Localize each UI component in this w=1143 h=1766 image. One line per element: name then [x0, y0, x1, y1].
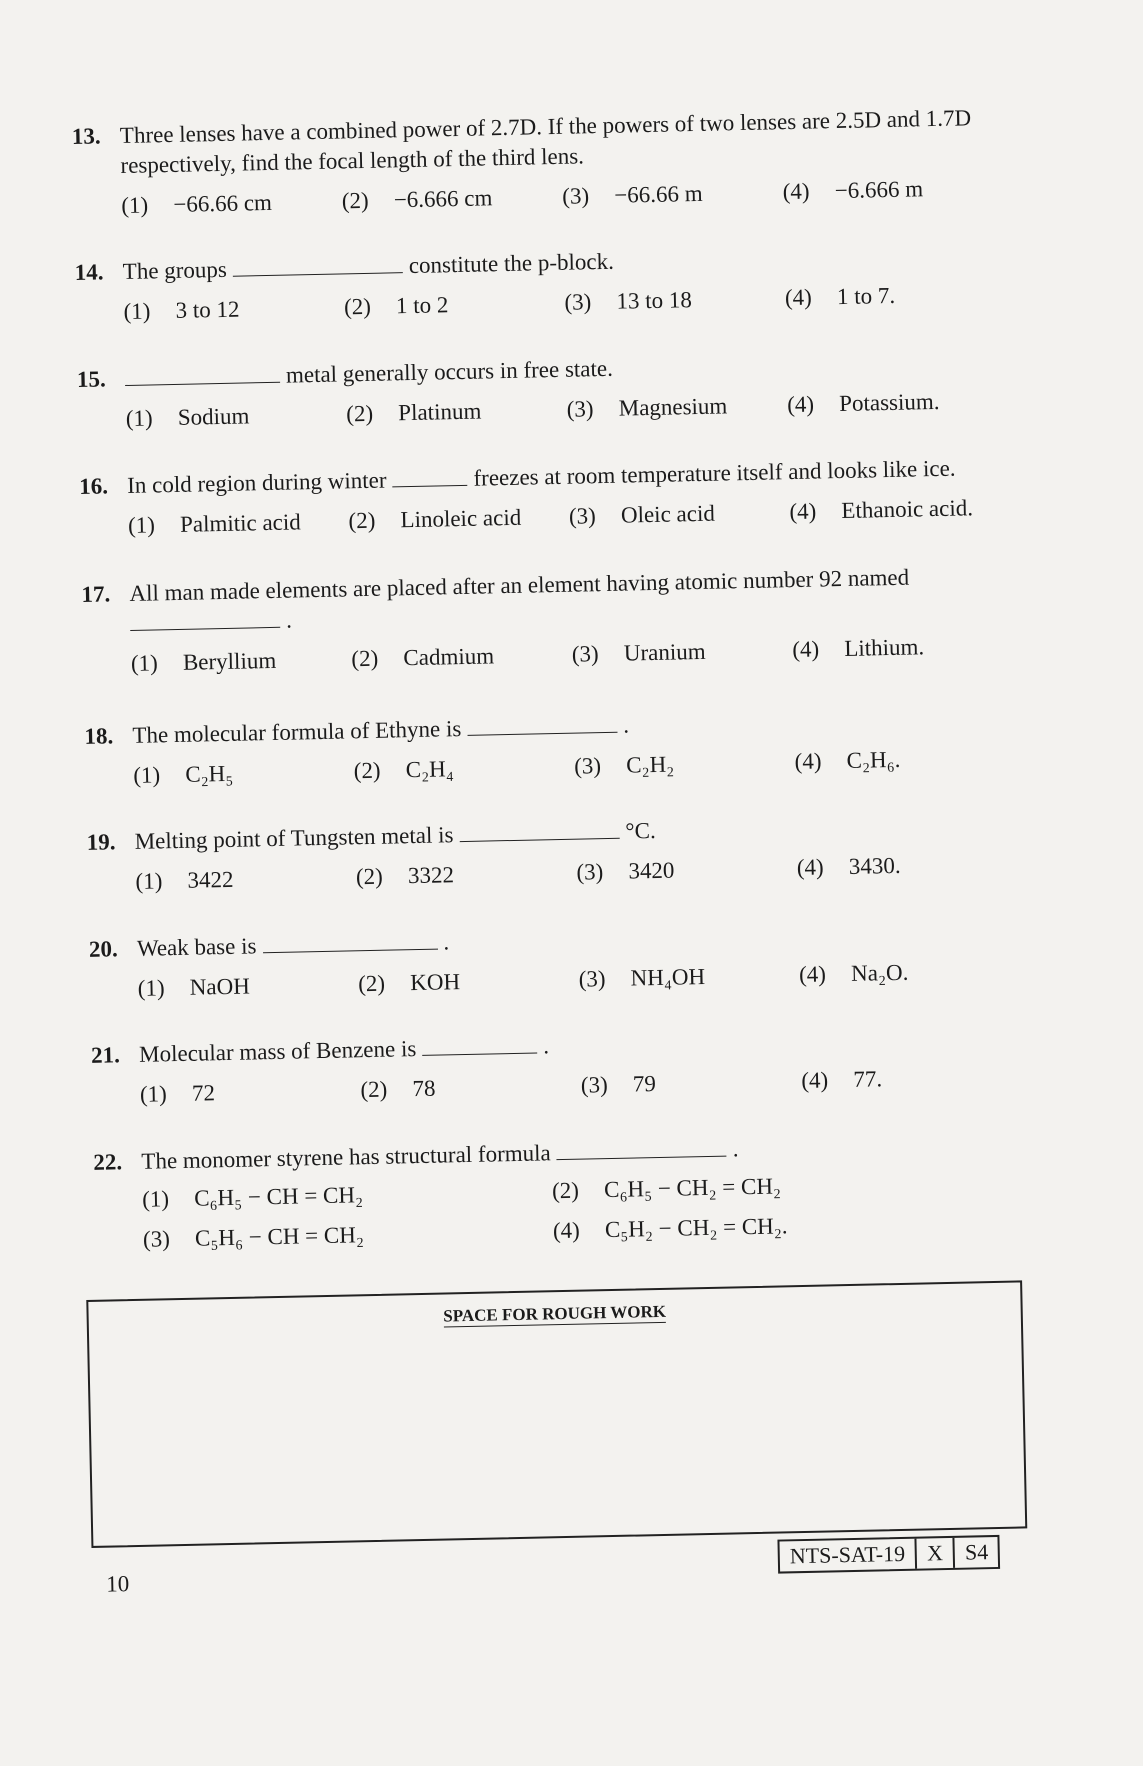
option-1[interactable]: (1) 3 to 12: [123, 296, 240, 325]
option-3[interactable]: (3) 13 to 18: [564, 287, 693, 315]
option-3[interactable]: (3) C₂H₂: [573, 751, 675, 779]
options: [94, 1166, 1025, 1255]
option-2[interactable]: (2) C₆H₅ − CH₂ = CH₂: [551, 1173, 782, 1204]
rough-work-box: [86, 1280, 1027, 1548]
answer-blank: [422, 1035, 537, 1056]
options: [87, 848, 1017, 897]
options: [85, 742, 1015, 791]
question-19: [86, 808, 1017, 897]
option-2[interactable]: (2) 3322: [355, 862, 455, 890]
answer-blank: [556, 1138, 726, 1161]
question-number: 19.: [86, 829, 116, 855]
question-text: Weak base is: [136, 933, 257, 961]
question-text: .: [623, 712, 630, 738]
question-number: 14.: [74, 259, 104, 286]
answer-blank: [262, 931, 437, 954]
question-17: [81, 560, 1013, 679]
page-number: 10: [105, 1571, 130, 1597]
paper-code-box: [777, 1535, 1000, 1574]
option-2[interactable]: (2) Linoleic acid: [348, 504, 522, 534]
question-text: The molecular formula of Ethyne is: [132, 716, 462, 748]
options: [75, 279, 1005, 328]
question-18: [84, 702, 1015, 791]
option-4[interactable]: (4) Ethanoic acid.: [789, 495, 974, 525]
option-1[interactable]: (1) 72: [139, 1080, 216, 1107]
option-4[interactable]: (4) 1 to 7.: [784, 282, 896, 311]
question-14: [74, 239, 1005, 328]
option-4[interactable]: (4) C₅H₂ − CH₂ = CH₂.: [552, 1213, 788, 1244]
question-number: 17.: [81, 581, 111, 607]
question-number: 13.: [71, 123, 101, 150]
option-4[interactable]: (4) Na₂O.: [798, 959, 909, 988]
options: [73, 173, 1003, 222]
option-3[interactable]: (3) Magnesium: [566, 393, 728, 422]
question-text-continued: respectively, find the focal length of the third lens.: [120, 143, 585, 179]
option-4[interactable]: (4) 3430.: [796, 852, 901, 881]
option-2[interactable]: (2) Platinum: [346, 398, 482, 427]
question-22: [93, 1128, 1025, 1255]
question-number: 20.: [88, 936, 118, 962]
option-1[interactable]: (1) NaOH: [137, 973, 251, 1001]
paper-class: X: [915, 1538, 954, 1569]
option-1[interactable]: (1) Sodium: [125, 403, 250, 431]
option-1[interactable]: (1) 3422: [135, 866, 234, 894]
option-3[interactable]: (3) Uranium: [571, 638, 706, 667]
answer-blank: [459, 820, 619, 842]
answer-blank: [233, 254, 403, 277]
option-3[interactable]: (3) 79: [580, 1071, 657, 1098]
option-1[interactable]: (1) C₂H₅: [133, 760, 234, 788]
question-text: .: [542, 1033, 550, 1059]
option-3[interactable]: (3) 3420: [576, 857, 675, 885]
option-2[interactable]: (2) 1 to 2: [343, 292, 449, 320]
question-text: freezes at room temperature itself and looks like ice.: [473, 455, 956, 491]
option-3[interactable]: (3) Oleic acid: [568, 500, 716, 529]
question-text: .: [443, 929, 450, 955]
options: [89, 955, 1019, 1004]
question-text: The monomer styrene has structural formula: [141, 1140, 551, 1174]
answer-blank: [130, 609, 280, 631]
option-2[interactable]: (2) KOH: [357, 969, 461, 997]
option-2[interactable]: (2) C₂H₄: [353, 756, 454, 784]
question-text: The groups: [122, 256, 228, 285]
option-1[interactable]: (1) Palmitic acid: [127, 509, 302, 538]
question-text: All man made elements are placed after an element having atomic number 92 named: [129, 564, 910, 606]
question-13: [72, 103, 1004, 222]
question-number: 16.: [78, 473, 109, 499]
option-4[interactable]: (4) Potassium.: [786, 388, 940, 418]
question-text: Molecular mass of Benzene is: [138, 1036, 417, 1067]
option-1[interactable]: (1) −66.66 cm: [121, 189, 273, 219]
question-text-continued: .: [82, 590, 1012, 639]
option-4[interactable]: (4) C₂H₆.: [794, 746, 901, 775]
question-text: In cold region during winter: [126, 467, 387, 498]
options: [80, 492, 1010, 541]
options: [92, 1061, 1022, 1110]
answer-blank: [467, 714, 617, 736]
question-16: [79, 453, 1010, 542]
question-number: 18.: [84, 723, 114, 749]
question-20: [89, 915, 1020, 1004]
question-text: metal generally occurs in free state.: [285, 355, 614, 388]
option-2[interactable]: (2) Cadmium: [351, 643, 495, 672]
question-text: Melting point of Tungsten metal is: [134, 822, 454, 854]
option-1[interactable]: (1) C₆H₅ − CH = CH₂: [141, 1182, 364, 1212]
question-21: [91, 1021, 1022, 1110]
question-number: 21.: [90, 1042, 121, 1068]
options: [83, 630, 1013, 679]
option-4[interactable]: (4) −6.666 m: [782, 176, 924, 205]
option-1[interactable]: (1) Beryllium: [130, 647, 277, 676]
option-4[interactable]: (4) Lithium.: [792, 634, 925, 663]
options: [78, 386, 1008, 435]
question-15: [77, 346, 1008, 435]
paper-set: S4: [953, 1537, 999, 1568]
answer-blank: [125, 364, 280, 386]
question-text: Three lenses have a combined power of 2.7D. If the powers of two lenses are 2.5D and 1.7D: [119, 105, 972, 149]
question-text: .: [732, 1136, 739, 1162]
option-3[interactable]: (3) NH₄OH: [578, 963, 706, 992]
option-2[interactable]: (2) 78: [360, 1075, 436, 1103]
option-3[interactable]: (3) −66.66 m: [562, 180, 703, 209]
question-number: 22.: [93, 1149, 123, 1175]
option-2[interactable]: (2) −6.666 cm: [341, 185, 493, 214]
question-text: constitute the p-block.: [408, 248, 615, 279]
paper-code: NTS-SAT-19: [789, 1540, 906, 1569]
answer-blank: [392, 467, 467, 488]
question-text: °C.: [625, 817, 656, 844]
rough-work-title: SPACE FOR ROUGH WORK: [443, 1301, 667, 1326]
option-3[interactable]: (3) C₅H₆ − CH = CH₂: [142, 1222, 365, 1252]
option-4[interactable]: (4) 77.: [801, 1066, 883, 1093]
question-number: 15.: [76, 366, 106, 392]
